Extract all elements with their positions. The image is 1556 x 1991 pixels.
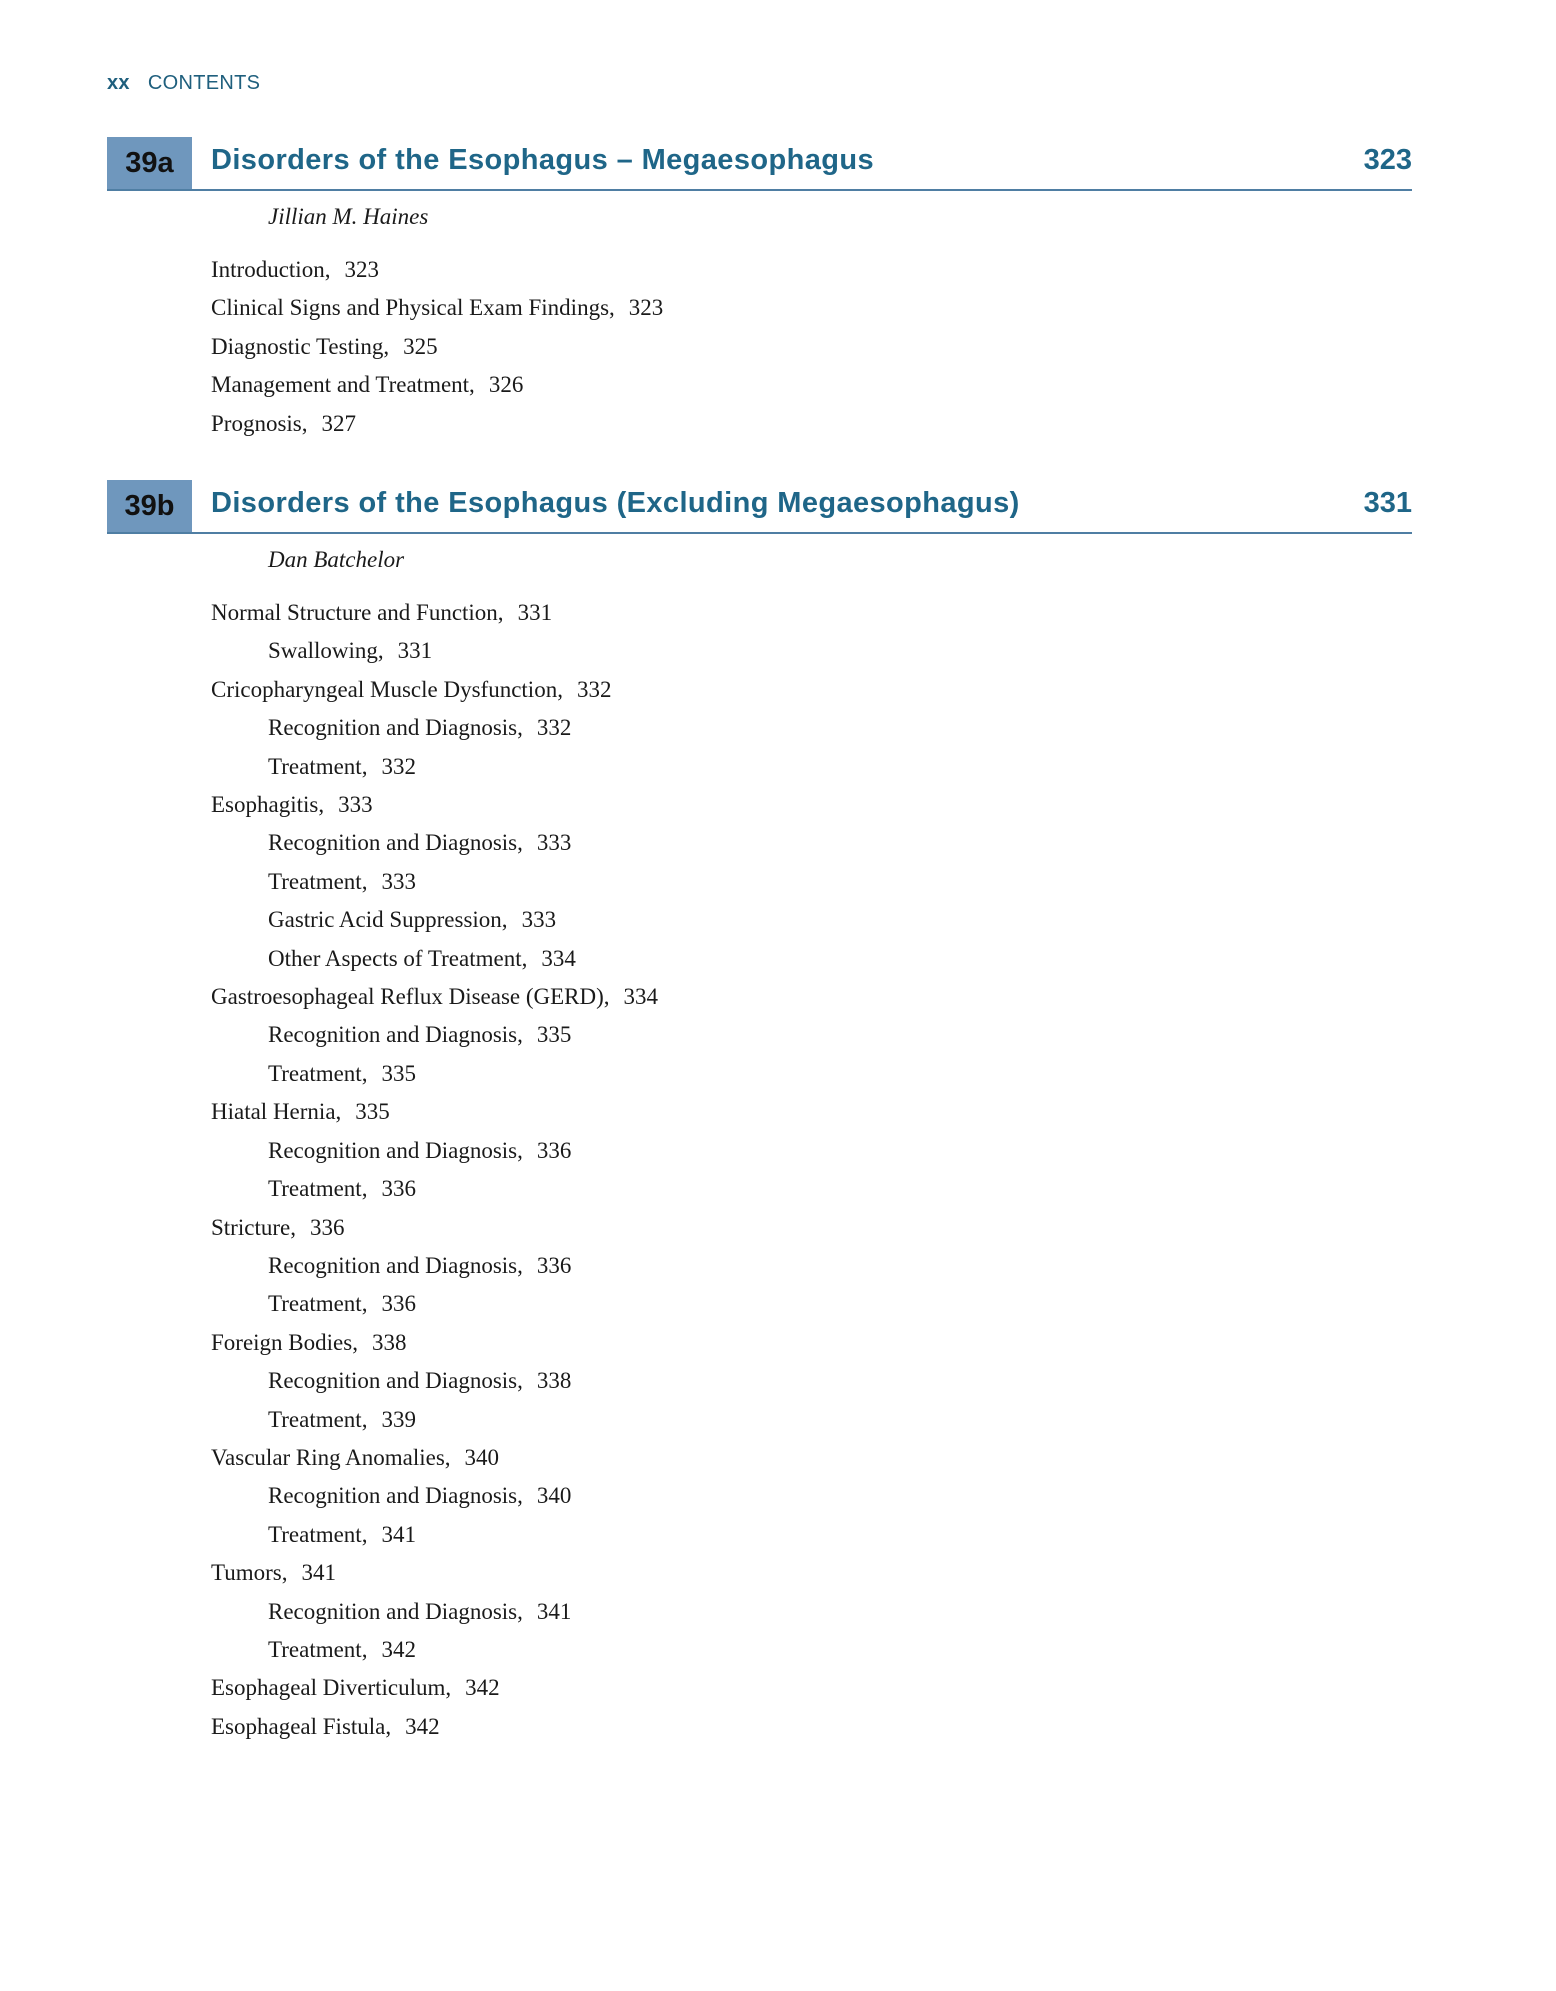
toc-entry-title: Diagnostic Testing, xyxy=(211,333,390,359)
toc-entry-page: 336 xyxy=(309,1214,345,1240)
toc-entry[interactable] xyxy=(211,289,1412,327)
toc-entry-page: 332 xyxy=(381,753,416,779)
toc-entry-page: 336 xyxy=(381,1176,416,1202)
toc-entry-page: 342 xyxy=(465,1675,500,1701)
toc-entry-title: Recognition and Diagnosis, xyxy=(268,1252,523,1278)
toc-entry-title: Treatment, xyxy=(268,868,368,894)
toc-subentry[interactable] xyxy=(211,632,1412,670)
toc-entry-page: 334 xyxy=(623,984,659,1010)
chapter-number-badge: 39b xyxy=(107,480,192,532)
toc-entry-title: Prognosis, xyxy=(211,410,308,436)
chapter-39a xyxy=(107,137,1412,443)
toc-entry[interactable] xyxy=(211,1708,1412,1746)
toc-entry[interactable] xyxy=(211,786,1412,824)
toc-entry-title: Treatment, xyxy=(268,1636,368,1662)
toc-entry-page: 327 xyxy=(321,410,356,436)
toc-entry-title: Vascular Ring Anomalies, xyxy=(211,1444,451,1470)
toc-entry-page: 331 xyxy=(517,600,553,625)
toc-entry-page: 336 xyxy=(536,1137,572,1163)
toc-entry-title: Treatment, xyxy=(268,1060,368,1086)
chapter-39b xyxy=(107,480,1412,1746)
toc-entry-page: 341 xyxy=(301,1560,336,1586)
toc-entry-page: 335 xyxy=(536,1022,572,1048)
toc-entry-page: 332 xyxy=(576,676,612,702)
toc-entry-title: Recognition and Diagnosis, xyxy=(268,715,523,741)
toc-entry-page: 342 xyxy=(405,1713,440,1739)
toc-entry[interactable] xyxy=(211,1669,1412,1707)
toc-entry[interactable] xyxy=(211,671,1412,709)
toc-entry-title: Management and Treatment, xyxy=(211,372,475,398)
toc-entry-title: Clinical Signs and Physical Exam Findings, xyxy=(211,295,615,321)
toc-entry[interactable] xyxy=(211,366,1412,404)
toc-entry-page: 331 xyxy=(397,638,433,664)
toc-subentry[interactable] xyxy=(211,1401,1412,1439)
toc-subentry[interactable] xyxy=(211,1516,1412,1554)
toc-subentry[interactable] xyxy=(211,1247,1412,1285)
chapter-heading xyxy=(107,480,1412,534)
toc-entry-title: Treatment, xyxy=(268,1176,368,1202)
toc-entry-page: 336 xyxy=(536,1252,572,1278)
toc-entry-title: Recognition and Diagnosis, xyxy=(268,830,523,856)
toc-entry[interactable] xyxy=(211,978,1412,1016)
chapter-page-number: 323 xyxy=(1363,144,1412,176)
toc-entry-page: 338 xyxy=(371,1329,407,1355)
toc-entry-title: Treatment, xyxy=(268,1521,368,1547)
chapter-author: Jillian M. Haines xyxy=(268,204,429,229)
toc-subentry[interactable] xyxy=(211,1285,1412,1323)
toc-entry[interactable] xyxy=(211,594,1412,632)
toc-entry-title: Stricture, xyxy=(211,1214,296,1240)
toc-entry-page: 333 xyxy=(536,830,572,856)
toc-entry-page: 323 xyxy=(628,295,664,321)
toc-entry-title: Other Aspects of Treatment, xyxy=(268,945,528,971)
toc-entry-page: 332 xyxy=(536,715,572,741)
toc-subentry[interactable] xyxy=(211,901,1412,939)
toc-entry-page: 340 xyxy=(464,1444,500,1470)
toc-subentry[interactable] xyxy=(211,1362,1412,1400)
toc-entry-page: 323 xyxy=(344,257,379,282)
toc-subentry[interactable] xyxy=(211,1477,1412,1515)
toc-entry-title: Normal Structure and Function, xyxy=(211,600,504,625)
chapter-number-badge: 39a xyxy=(107,137,192,189)
toc-entry-title: Hiatal Hernia, xyxy=(211,1099,342,1125)
toc-entry-page: 341 xyxy=(381,1521,416,1547)
page-folio: xx xyxy=(107,72,130,94)
toc-entry-title: Foreign Bodies, xyxy=(211,1329,358,1355)
toc-entry-title: Recognition and Diagnosis, xyxy=(268,1368,523,1394)
toc-entry-title: Esophageal Diverticulum, xyxy=(211,1675,452,1701)
toc-entry-page: 335 xyxy=(355,1099,390,1125)
toc-entry[interactable] xyxy=(211,251,1412,289)
toc-entry[interactable] xyxy=(211,1439,1412,1477)
toc-entry-title: Treatment, xyxy=(268,1291,368,1317)
toc-entry-title: Esophagitis, xyxy=(211,792,325,818)
toc-entry-page: 335 xyxy=(381,1060,416,1086)
toc-entry-page: 333 xyxy=(521,907,557,933)
toc-entry-title: Treatment, xyxy=(268,1406,368,1432)
toc-entry[interactable] xyxy=(211,405,1412,443)
toc-entry-title: Esophageal Fistula, xyxy=(211,1713,392,1739)
toc-entry-title: Swallowing, xyxy=(268,638,384,664)
chapter-title[interactable]: Disorders of the Esophagus (Excluding Megaesophagus) xyxy=(211,487,1020,519)
toc-subentry[interactable] xyxy=(211,748,1412,786)
toc-entry-title: Gastroesophageal Reflux Disease (GERD), xyxy=(211,984,610,1010)
toc-entry-title: Cricopharyngeal Muscle Dysfunction, xyxy=(211,676,563,702)
toc-subentry[interactable] xyxy=(211,1170,1412,1208)
toc-entry-page: 342 xyxy=(381,1636,416,1662)
toc-entry-page: 339 xyxy=(381,1406,416,1432)
chapter-page-number: 331 xyxy=(1363,487,1412,519)
toc-entry-page: 333 xyxy=(381,868,416,894)
toc-subentry[interactable] xyxy=(211,1132,1412,1170)
toc-entry-title: Recognition and Diagnosis, xyxy=(268,1598,523,1624)
chapter-title[interactable]: Disorders of the Esophagus – Megaesophagus xyxy=(211,144,874,176)
chapter-heading xyxy=(107,137,1412,191)
toc-entry-page: 334 xyxy=(541,945,576,971)
toc-entry[interactable] xyxy=(211,328,1412,366)
toc-subentry[interactable] xyxy=(211,1593,1412,1631)
toc-entry-title: Tumors, xyxy=(211,1560,288,1586)
toc-entry[interactable] xyxy=(211,1093,1412,1131)
toc-subentry[interactable] xyxy=(211,863,1412,901)
toc-subentry[interactable] xyxy=(211,709,1412,747)
toc-entry-page: 341 xyxy=(536,1598,572,1624)
toc-entry-title: Gastric Acid Suppression, xyxy=(268,907,508,933)
toc-entry-page: 340 xyxy=(536,1483,572,1509)
toc-entry-page: 326 xyxy=(488,372,524,398)
toc-entry[interactable] xyxy=(211,1209,1412,1247)
toc-entry[interactable] xyxy=(211,1554,1412,1592)
toc-entry-page: 333 xyxy=(338,792,373,818)
chapter-author: Dan Batchelor xyxy=(268,547,405,572)
toc-entry-title: Introduction, xyxy=(211,257,331,282)
toc-entry-page: 336 xyxy=(381,1291,416,1317)
toc-entry-title: Recognition and Diagnosis, xyxy=(268,1137,523,1163)
toc-subentry[interactable] xyxy=(211,1055,1412,1093)
toc-entry-list xyxy=(211,251,1412,443)
running-head-label: CONTENTS xyxy=(147,72,261,94)
toc-subentry[interactable] xyxy=(211,1016,1412,1054)
toc-entry-list xyxy=(211,594,1412,1746)
running-head xyxy=(107,72,260,95)
toc-subentry[interactable] xyxy=(211,940,1412,978)
toc-entry-title: Recognition and Diagnosis, xyxy=(268,1022,523,1048)
toc-subentry[interactable] xyxy=(211,1631,1412,1669)
toc-entry-page: 325 xyxy=(403,333,438,359)
toc-entry-title: Recognition and Diagnosis, xyxy=(268,1483,523,1509)
toc-entry-title: Treatment, xyxy=(268,753,368,779)
toc-entry-page: 338 xyxy=(536,1368,572,1394)
toc-subentry[interactable] xyxy=(211,824,1412,862)
toc-entry[interactable] xyxy=(211,1324,1412,1362)
